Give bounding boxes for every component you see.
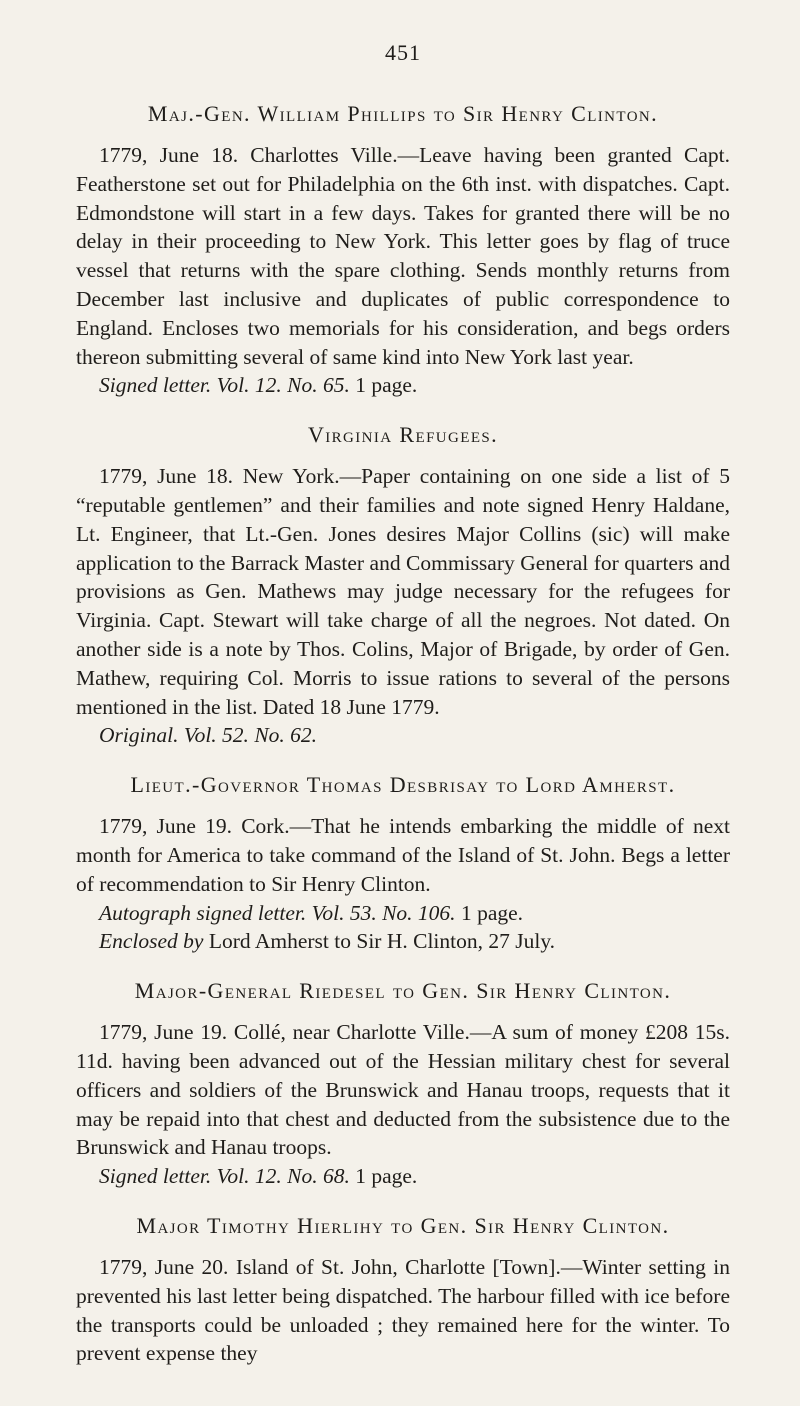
source-vol: Vol. 52. [183, 723, 249, 748]
source-vol: Vol. 12. [216, 373, 282, 398]
entry-heading: Maj.-Gen. William Phillips to Sir Henry Clinton. [147, 101, 659, 126]
entry-heading: Virginia Refugees. [307, 422, 499, 448]
entry-heading: Major-General Riedesel to Gen. Sir Henry Clinton. [134, 978, 672, 1004]
entry-heading: Lieut.-Governor Thomas Desbrisay to Lord Amherst. [130, 772, 676, 798]
entry-body: 1779, June 18. New York.—Paper containing on one side a list of 5 “reputable gentlemen” and their families and note signed Henry Haldane, Lt. Engineer, that Lt.-Gen. Jones desires Major Collins (sic) will make application to the Barrack Master and Commissary General for quarters and provisions as Gen. Mathews may judge necessary for the refugees for Virginia. Capt. Stewart will take charge of all the negroes. Not dated. On another side is a note by Thos. Colins, Major of Brigade, by order of Gen. Mathew, requiring Col. Morris to issue rations to several of the persons mentioned in the list. Dated 18 June 1779. [76, 464, 730, 719]
entry-source [76, 1162, 730, 1191]
entry-source [76, 721, 730, 750]
note-label: Enclosed by [99, 929, 204, 954]
source-pages: 1 page. [355, 373, 418, 398]
entry-desbrisay-to-amherst [76, 772, 730, 956]
source-type: Autograph signed letter. [99, 900, 307, 925]
entry-body: 1779, June 19. Cork.—That he intends embarking the middle of next month for America to take command of the Island of St. John. Begs a letter of recommendation to Sir Henry Clinton. [76, 814, 730, 896]
note-text: Lord Amherst to Sir H. Clinton, 27 July. [208, 929, 556, 954]
source-type: Signed letter. [99, 1164, 212, 1189]
source-no: No. 65. [287, 373, 350, 398]
entry-body: 1779, June 19. Collé, near Charlotte Ville.—A sum of money £208 15s. 11d. having been advanced out of the Hessian military chest for several officers and soldiers of the Brunswick and Hanau troops, requests that it may be repaid into that chest and deducted from the subsistence due to the Brunswick and Hanau troops. [76, 1020, 730, 1160]
source-no: No. 68. [287, 1164, 350, 1189]
source-pages: 1 page. [460, 900, 524, 925]
entry-body: 1779, June 18. Charlottes Ville.—Leave having been granted Capt. Featherstone set out for Philadelphia on the 6th inst. with dispatches. Capt. Edmondstone will start in a few days. Takes for granted there will be no delay in their proceeding to New York. This letter goes by flag of truce vessel that returns with the spare clothing. Sends monthly returns from December last inclusive and duplicates of public correspondence to England. Encloses two memorials for his consideration, and begs orders thereon submitting several of same kind into New York last year. [76, 143, 730, 369]
source-type: Signed letter. [99, 373, 212, 398]
entry-phillips-to-clinton [76, 101, 730, 400]
entry-source [76, 371, 730, 400]
entry-riedesel-to-clinton [76, 978, 730, 1191]
source-vol: Vol. 53. [311, 900, 377, 925]
entry-body: 1779, June 20. Island of St. John, Charlotte [Town].—Winter setting in prevented his last letter being dispatched. The harbour filled with ice before the transports could be unloaded ; they remained here for the winter. To prevent expense they [76, 1254, 730, 1366]
entry-heading: Major Timothy Hierlihy to Gen. Sir Henry Clinton. [136, 1212, 670, 1238]
entry-virginia-refugees [76, 422, 730, 750]
source-no: No. 62. [254, 723, 318, 748]
entry-hierlihy-to-clinton [76, 1213, 730, 1368]
entry-source [76, 899, 730, 928]
source-type: Original. [99, 723, 179, 748]
source-vol: Vol. 12. [216, 1164, 282, 1189]
source-pages: 1 page. [355, 1164, 418, 1189]
entry-enclosure-note [76, 927, 730, 956]
source-no: No. 106. [382, 900, 456, 925]
page-number: 451 [385, 40, 421, 65]
